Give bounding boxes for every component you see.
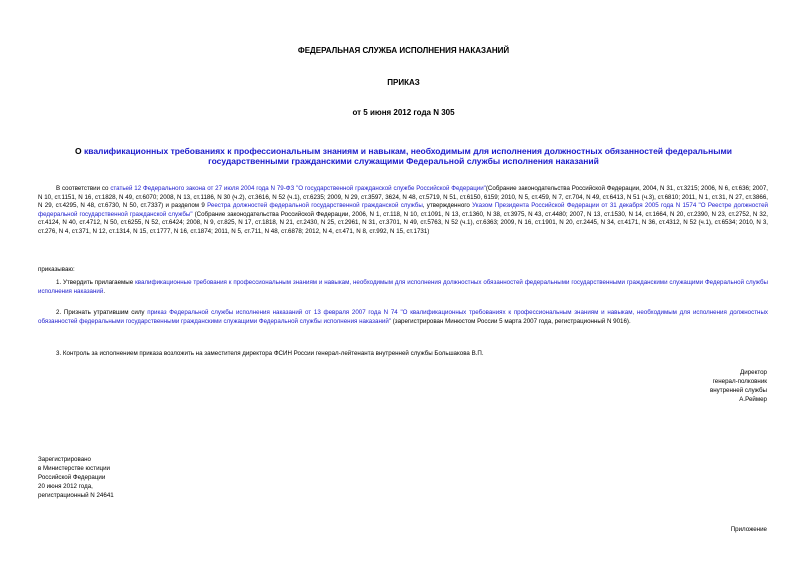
preamble-text-4: (Собрание законодательства Российской Федерации, 2006, N 1, ст.118, N 10, ст.1091, N 13, ст.1360, N 38, ст.3975, N 43, ст.4480; 2007, N 13, ст.1530, N 14, ст.1664, N 20, ст.2390, N 23, ст.2752, N 32, ст.4124, N 40, ст.4712, N 50, ст.6255, N 52, ст.6424; 2008, N 9, ст.825, N 17, ст.1818, N 21, ст.2430, N 25, ст.2961, N 31, ст.3701, N 49, ст.5763, N 52 (ч.1), ст.6363; 2009, N 16, ст.1901, N 20, ст.2445, N 34, ст.4171, N 36, ст.4312, N 52 (ч.1), ст.6534; 2010, N 3, ст.276, N 4, ст.371, N 12, ст.1314, N 15, ст.1777, N 16, ст.1874; 2011, N 5, ст.711, N 48, ст.6878; 2012, N 4, ст.471, N 8, ст.992, N 15, ст.1731) xyxy=(38,210,768,235)
registration-line: 20 июня 2012 года, xyxy=(38,483,93,490)
item-2-paragraph xyxy=(38,309,768,326)
requirements-link[interactable]: квалификационные требования к профессиональным знаниям и навыкам, необходимым для исполнения должностных обязанностей федеральными государственными гражданскими служащими Федеральной службы исполнения наказаний xyxy=(38,279,768,295)
signature-line: внутренней службы xyxy=(709,387,767,394)
item-1-text-1: 1. Утвердить прилагаемые xyxy=(56,279,136,286)
appendix-label: Приложение xyxy=(730,526,767,533)
registration-line: Российской Федерации xyxy=(38,474,106,481)
signature-block xyxy=(567,368,767,404)
registration-line: в Министерстве юстиции xyxy=(38,465,111,472)
decree-1574-link[interactable]: Указом Президента Российской Федерации от 31 декабря 2005 года N 1574 "О Реестре должностей федеральной государственной гражданской службы" xyxy=(38,202,768,218)
title-prefix: О xyxy=(74,146,84,156)
preamble-text-1: В соответствии со xyxy=(56,185,111,192)
item-1-text-2: . xyxy=(103,287,106,295)
doc-date-number: от 5 июня 2012 года N 305 xyxy=(352,108,455,117)
law-79-fz-link[interactable]: статьей 12 Федерального закона от 27 июля 2004 года N 79-ФЗ "О государственной гражданской службе Российской Федерации" xyxy=(110,185,486,192)
item-1-paragraph xyxy=(38,279,768,296)
preamble-text-3: , утвержденного xyxy=(422,202,473,210)
preamble-text-2: (Собрание законодательства Российской Федерации, 2004, N 31, ст.3215; 2006, N 6, ст.636; 2007, N 10, ст.1151, N 16, ст.1828, N 49, ст.6070; 2008, N 13, ст.1186, N 30 (ч.2), ст.3616, N 52 (ч.1), ст.6235; 2009, N 29, ст.3597, 3624, N 48, ст.5719, N 51, ст.6150, 6159; 2010, N 5, ст.459, N 7, ст.704, N 49, ст.6413, N 51 (ч.3), ст.6810; 2011, N 1, ст.31, N 27, ст.3866, N 29, ст.4295, N 48, ст.6730, N 50, ст.7337) и разделом 9 xyxy=(38,185,768,210)
agency-heading: ФЕДЕРАЛЬНАЯ СЛУЖБА ИСПОЛНЕНИЯ НАКАЗАНИЙ xyxy=(297,46,510,55)
registration-line: регистрационный N 24641 xyxy=(38,492,114,499)
signature-line: Директор xyxy=(740,369,767,376)
registry-link[interactable]: Реестра должностей федеральной государственной гражданской службы xyxy=(207,202,423,210)
registration-block xyxy=(38,455,114,500)
order-74-link[interactable]: приказ Федеральной службы исполнения наказаний от 13 февраля 2007 года N 74 "О квалификационных требованиях к профессиональным знаниям и навыкам, необходимым для исполнения должностных обязанностей федеральными государственными гражданскими служащими Федеральной службы исполнения наказаний" xyxy=(38,309,768,325)
document-title xyxy=(40,146,767,166)
signature-line: А.Реймер xyxy=(739,396,767,403)
item-2-text-1: 2. Признать утратившим силу xyxy=(56,309,148,316)
title-link[interactable]: квалификационных требованиях к профессиональным знаниям и навыкам, необходимым для исполнения должностных обязанностей федеральными государственными гражданскими служащими Федеральной службы исполнения наказаний xyxy=(83,146,733,166)
item-2-text-2: (зарегистрирован Минюстом России 5 марта 2007 года, регистрационный N 9016). xyxy=(390,317,631,325)
preamble-paragraph xyxy=(38,185,768,237)
order-word: приказываю: xyxy=(38,266,75,273)
doc-type-heading: ПРИКАЗ xyxy=(387,78,420,87)
item-3-paragraph: 3. Контроль за исполнением приказа возложить на заместителя директора ФСИН России генерал-лейтенанта внутренней службы Большакова В.П. xyxy=(56,350,484,357)
registration-line: Зарегистрировано xyxy=(38,456,91,463)
signature-line: генерал-полковник xyxy=(712,378,767,385)
